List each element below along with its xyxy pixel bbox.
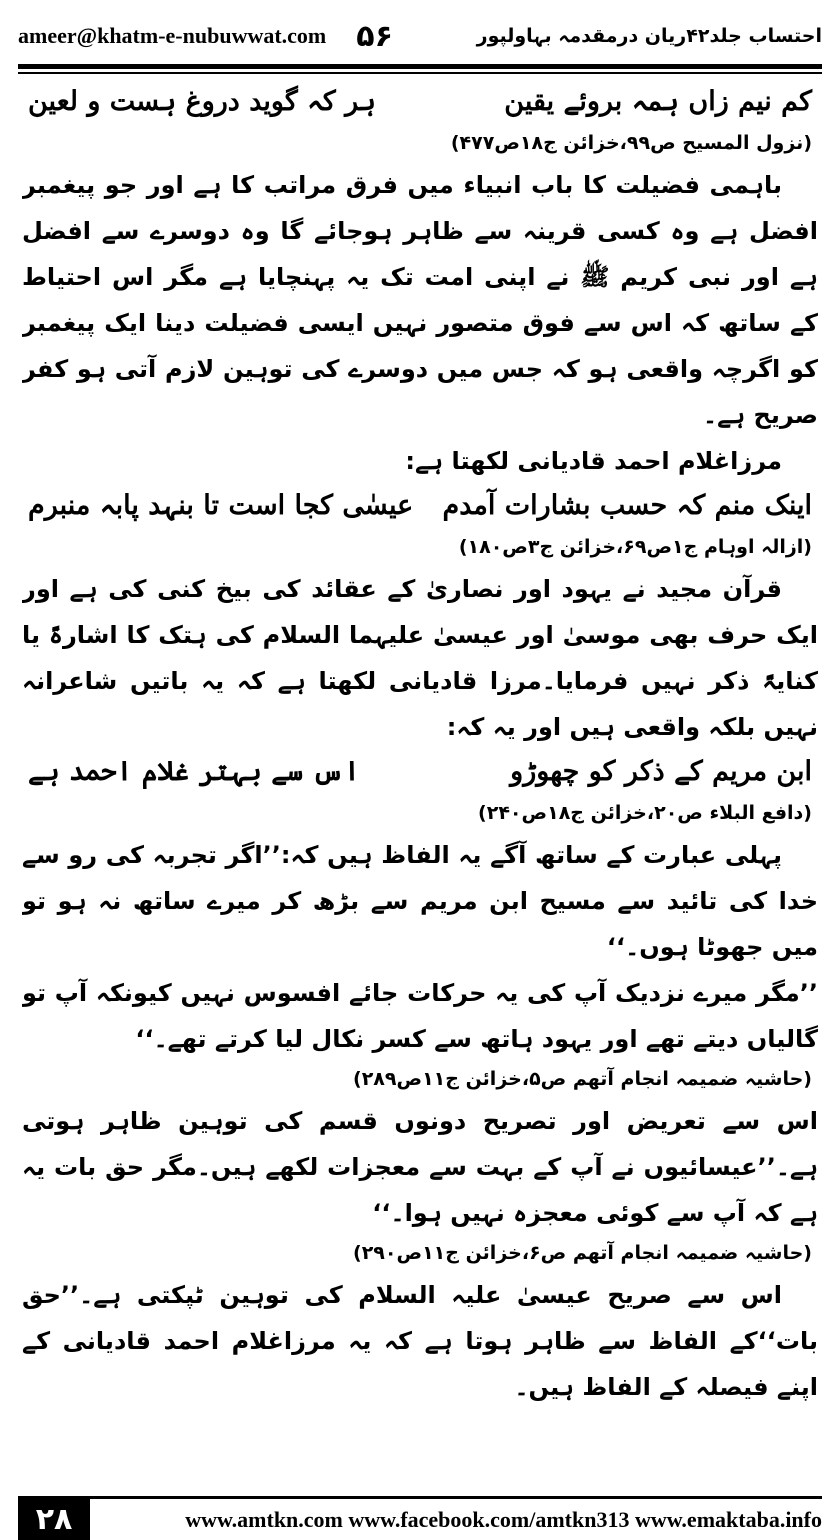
couplet — [22, 750, 818, 796]
couplet-right-hemistich: ابن مریم کے ذکر کو چھوڑو — [510, 756, 812, 787]
couplet — [22, 484, 818, 530]
header-page-number: ۵۶ — [356, 18, 393, 54]
reference-citation: (حاشیہ ضمیمہ انجام آتھم ص۵،خزائن ج۱۱ص۲۸۹) — [353, 1068, 812, 1090]
header-rule-thick — [18, 64, 822, 69]
couplet-right-hemistich: اینک منم کہ حسب بشارات آمدم — [442, 490, 812, 521]
couplet — [22, 80, 818, 126]
header-rule-thin — [18, 72, 822, 74]
header-email: ameer@khatm-e-nubuwwat.com — [18, 23, 327, 48]
page-header — [18, 14, 822, 58]
paragraph: ’’مگر میرے نزدیک آپ کی یہ حرکات جائے افسوس نہیں کیونکہ آپ تو گالیاں دیتے تھے اور یہود ہاتھ سے کسر نکال لیا کرتے تھے۔‘‘ — [22, 979, 818, 1053]
paragraph: باہمی فضیلت کا باب انبیاء میں فرق مراتب کا ہے اور جو پیغمبر افضل ہے وہ کسی قرینہ سے ظاہر ہوجائے گا وہ دوسرے سے افضل ہے اور نبی کریم ﷺ نے اپنی امت تک یہ پہنچایا ہے مگر اس احتیاط کے ساتھ کہ اس سے فوق متصور نہیں ایسی فضیلت دینا ایک پیغمبر کو اگرچہ واقعی ہو کہ جس میں دوسرے کی توہین لازم آتی ہو کفر صریح ہے۔ — [22, 171, 818, 429]
footer-urls[interactable]: www.amtkn.com www.facebook.com/amtkn313 www.emaktaba.info — [185, 1506, 822, 1532]
couplet-left-hemistich: ہر کہ گوید دروغ ہست و لعین — [28, 86, 376, 117]
header-left — [18, 19, 393, 54]
paragraph: اس سے تعریض اور تصریح دونوں قسم کی توہین ظاہر ہوتی ہے۔’’عیسائیوں نے آپ کے بہت سے معجزات لکھے ہیں۔مگر حق بات یہ ہے کہ آپ سے کوئی معجزہ نہیں ہوا۔‘‘ — [22, 1107, 818, 1227]
paragraph: اس سے صریح عیسیٰ علیہ السلام کی توہین ٹپکتی ہے۔’’حق بات‘‘کے الفاظ سے ظاہر ہوتا ہے کہ یہ مرزاغلام احمد قادیانی کے اپنے فیصلہ کے الفاظ ہیں۔ — [22, 1281, 818, 1401]
reference-citation: (حاشیہ ضمیمہ انجام آتھم ص۶،خزائن ج۱۱ص۲۹۰) — [353, 1242, 812, 1264]
paragraph: قرآن مجید نے یہود اور نصاریٰ کے عقائد کی بیخ کنی کی ہے اور ایک حرف بھی موسیٰ اور عیسیٰ علیہما السلام کی ہتک کا اشارۃً یا کنایۃً ذکر نہیں فرمایا۔مرزا قادیانی لکھتا ہے کہ یہ باتیں شاعرانہ نہیں بلکہ واقعی ہیں اور یہ کہ: — [22, 575, 818, 741]
running-title: احتساب جلد۴۲ریان درمقدمہ بہاولپور — [476, 25, 822, 47]
reference-citation: (دافع البلاء ص۲۰،خزائن ج۱۸ص۲۴۰) — [478, 802, 812, 824]
reference-citation: (نزول المسیح ص۹۹،خزائن ج۱۸ص۴۷۷) — [450, 132, 812, 154]
reference-citation: (ازالہ اوہام ج۱ص۶۹،خزائن ج۳ص۱۸۰) — [458, 536, 812, 558]
page-content — [22, 80, 818, 1460]
couplet-left-hemistich: اس سے بہتر غلام احمد ہے — [28, 756, 360, 787]
couplet-right-hemistich: کم نیم زاں ہمہ بروئے یقین — [504, 86, 812, 117]
footer-page-number: ۲۸ — [18, 1499, 90, 1540]
paragraph: مرزاغلام احمد قادیانی لکھتا ہے: — [405, 447, 782, 475]
paragraph: پہلی عبارت کے ساتھ آگے یہ الفاظ ہیں کہ:’’اگر تجربہ کی رو سے خدا کی تائید سے مسیح ابن مریم سے بڑھ کر میرے ساتھ نہ ہو تو میں جھوٹا ہوں۔‘‘ — [22, 841, 818, 961]
couplet-left-hemistich: عیسٰی کجا است تا بنہد پابہ منبرم — [28, 490, 414, 521]
